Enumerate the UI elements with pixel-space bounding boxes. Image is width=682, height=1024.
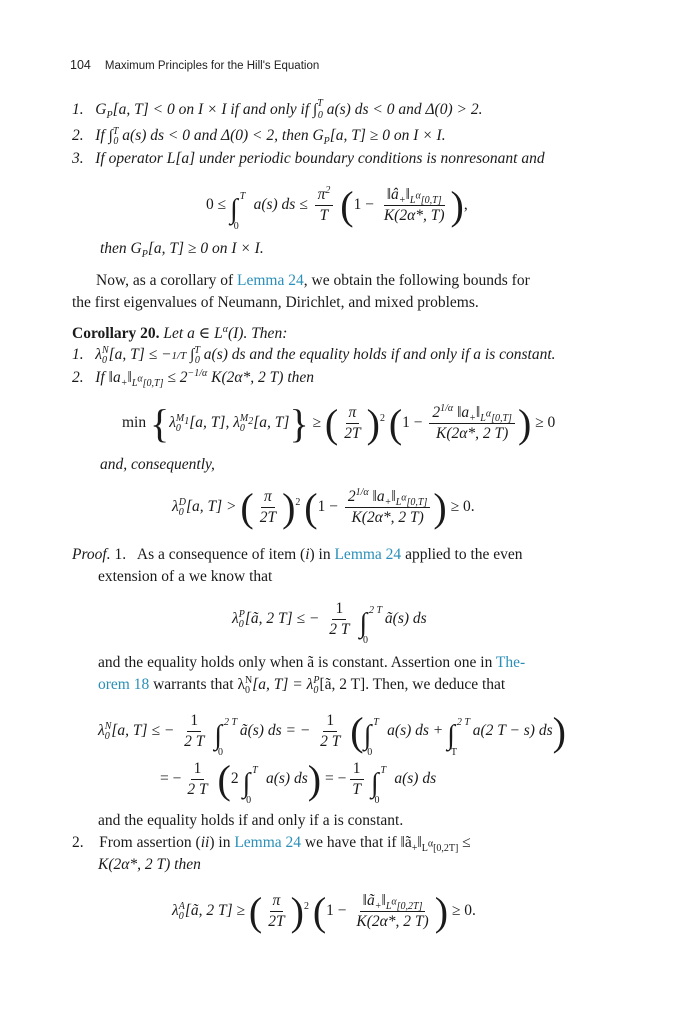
equation-mixed-bound: $\lambda_0^A[ã$, 2 T] ≥ ( $\frac{\pi}{2T}$ )$^2$ (1 − $\frac{‖ã_+‖_{L^\alpha[0,2T]}}{K(2\alpha*, 2 T)}$ ) ≥ 0.: [172, 889, 476, 935]
theorem-item-3: 3. If operator L[a] under periodic boundary conditions is nonresonant and: [72, 150, 545, 167]
paragraph-line-2: the first eigenvalues of Neumann, Dirichlet, and mixed problems.: [72, 294, 479, 311]
equation-condition: 0 ≤ ∫ T 0 a(s) ds ≤ $\frac{\pi^2}{T}$ (1 − $\frac{‖â_+‖_{L^\alpha[0,T]}}{K(2\alpha*, T)}$ ),: [206, 183, 468, 233]
theorem-18-link[interactable]: The-: [495, 654, 526, 671]
proof-line-2: extension of a we know that: [98, 568, 273, 585]
page-number: 104: [70, 58, 91, 72]
consequently-text: and, consequently,: [100, 456, 215, 473]
proof-item-2: 2. From assertion (ii) in Lemma 24 we have that if $‖ã_+‖_{L^\alpha[0,2T]}$ ≤: [72, 834, 471, 855]
paragraph-line-1: Now, as a corollary of Lemma 24, we obtain the following bounds for: [96, 272, 530, 289]
theorem-item-2: 2. If ∫$^T_0$ a(s) ds < 0 and Δ(0) < 2, then $G_P[a$, T] ≥ 0 on I × I.: [72, 125, 446, 148]
equation-chain-2: = − $\frac{1}{2 T}$ (2 ∫ T 0 a(s) ds) = − $\frac{1}{T}$ ∫ T 0 a(s) ds: [160, 757, 437, 807]
proof-line-1: Proof. 1. As a consequence of item (i) in Lemma 24 applied to the even: [72, 546, 523, 563]
corollary-heading: Corollary 20. Let a ∈ $L^\alpha(I)$. Then:: [72, 323, 288, 342]
proof-line-4: orem 18 warrants that $\lambda_0^N[a$, $T] = \lambda_0^P[ã$, 2 T]. Then, we deduce that: [98, 674, 506, 697]
proof-line-5: and the equality holds if and only if a is constant.: [98, 812, 404, 829]
theorem-conclusion: then $G_P[a$, T] ≥ 0 on I × I.: [100, 240, 264, 261]
equation-dirichlet-bound: $\lambda_0^D[a$, T] > ( $\frac{\pi}{2T}$ )$^2$ (1 − $\frac{2^{1/\alpha} ‖a_+‖_{L^\alpha[0,T]}}{K(2\alpha*, 2 T)}$ ) ≥ 0.: [172, 485, 475, 531]
proof-line-3: and the equality holds only when ã is constant. Assertion one in The-: [98, 654, 526, 671]
corollary-item-1: 1. $\lambda_0^N[a$, T] ≤ −1/T ∫$^T_0$ a(s) ds and the equality holds if and only if a is constant.: [72, 344, 556, 367]
equation-chain-1: $\lambda_0^N[a$, T] ≤ − $\frac{1}{2 T}$ ∫ 2 T 0 ã(s) ds = − $\frac{1}{2 T}$ (∫ T 0 a(s) ds + ∫ 2 T T a(2 T − s) ds): [98, 709, 566, 759]
running-header: [70, 58, 319, 72]
lemma-24-link[interactable]: Lemma 24: [237, 272, 304, 289]
theorem-item-1: 1. $G_P[a$, T] < 0 on I × I if and only if ∫$^T_0$ a(s) ds < 0 and Δ(0) > 2.: [72, 97, 483, 122]
lemma-24-link[interactable]: Lemma 24: [334, 546, 402, 563]
equation-min-bound: $\min \{\lambda_0^{M_1}[a$, T], $\lambda_0^{M_2}[a$, T]} ≥ ( $\frac{\pi}{2T}$ )$^2$ (1 − $\frac{2^{1/\alpha} ‖a_+‖_{L^\alpha[0,T]}}{K(2\alpha*, 2 T)}$ ) ≥ 0: [122, 401, 556, 447]
lemma-24-link[interactable]: Lemma 24: [234, 834, 302, 851]
corollary-item-2: 2. If $‖a_+‖_{L^\alpha[0,T]} \le 2^{-1/\alpha}$ K(2α*, 2 T) then: [72, 367, 315, 390]
proof-line-6: K(2α*, 2 T) then: [98, 856, 201, 873]
running-title: Maximum Principles for the Hill's Equation: [104, 60, 320, 72]
theorem-18-link[interactable]: orem 18: [98, 676, 150, 693]
equation-periodic-bound: $\lambda_0^P[ã$, 2 T] ≤ − $\frac{1}{2 T}$ ∫ 2 T 0 ã(s) ds: [232, 600, 427, 647]
